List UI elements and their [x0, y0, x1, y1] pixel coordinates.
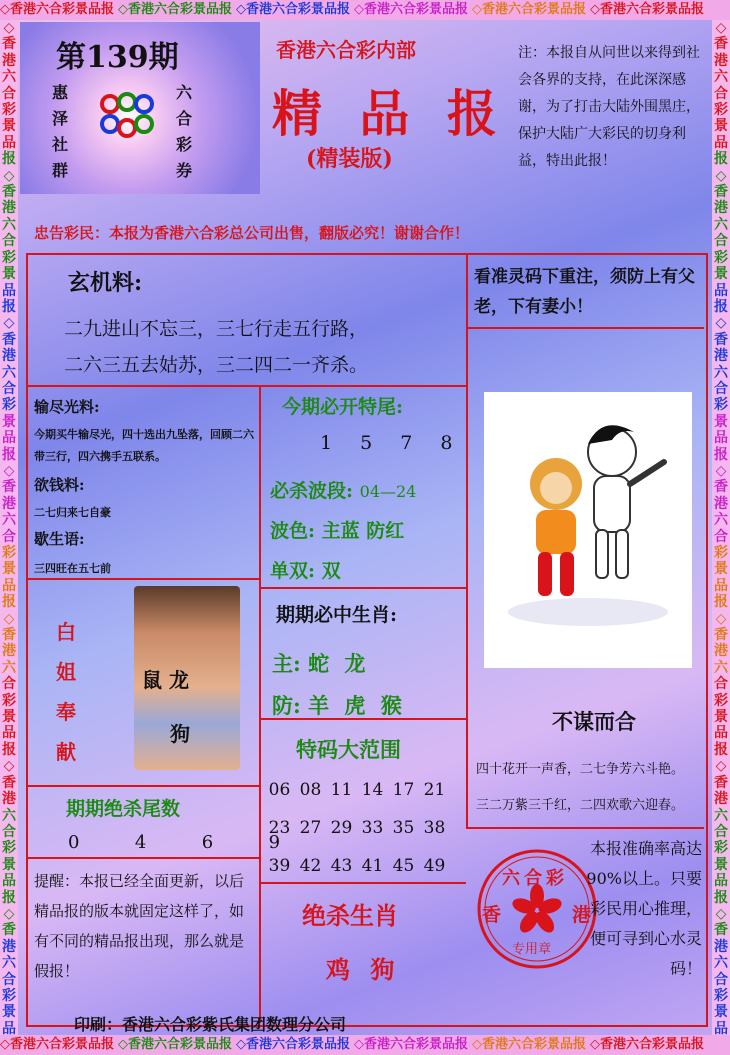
bauhinia-icon — [510, 884, 563, 936]
zodiac-main-value: 蛇 龙 — [308, 651, 370, 676]
kill-tail-title: 期期绝杀尾数 — [66, 798, 181, 820]
header-subtitle: 香港六合彩内部 — [276, 38, 416, 62]
border-phrase: ◇香港六合彩景品报 — [0, 2, 114, 17]
border-char: 景 — [714, 709, 728, 726]
border-char: 香 — [2, 774, 16, 791]
border-char: 合 — [2, 85, 16, 102]
border-char: 港 — [714, 200, 728, 217]
border-char: 香 — [2, 922, 16, 939]
border-phrase: ◇香港六合彩景品报 — [472, 1037, 586, 1052]
border-char: 港 — [714, 791, 728, 808]
range-number: 17 — [392, 780, 415, 800]
border-char: 彩 — [2, 102, 16, 119]
border-char: 合 — [714, 528, 728, 545]
border-char: 品 — [2, 430, 16, 447]
tail-title: 今期必开特尾: — [282, 396, 404, 418]
border-char: 彩 — [714, 102, 728, 119]
border-char: 合 — [714, 85, 728, 102]
border-char: ◇ — [3, 462, 15, 479]
border-char: 景 — [714, 413, 728, 430]
poem-line1: 四十花开一声香，二七争芳六斗艳。 — [476, 762, 685, 777]
border-char: 品 — [2, 725, 16, 742]
range-number: 45 — [392, 856, 415, 876]
border-char: 景 — [2, 118, 16, 135]
border-char: 合 — [714, 971, 728, 988]
header-title: 精 品 报 — [272, 84, 507, 143]
border-char: 报 — [2, 889, 16, 906]
border-char: 彩 — [2, 987, 16, 1004]
color-value: 主蓝 防红 — [321, 520, 405, 542]
border-char: 报 — [2, 446, 16, 463]
border-char: 品 — [714, 725, 728, 742]
border-char: 彩 — [2, 397, 16, 414]
header-left-char: 社 — [52, 135, 69, 154]
poem-title: 不谋而合 — [552, 709, 636, 734]
photo-overlay-top: 鼠 龙 — [142, 668, 189, 692]
border-char: 景 — [714, 561, 728, 578]
shuqin-title: 输尽光料: — [34, 398, 100, 416]
range-number: 08 — [299, 780, 322, 800]
border-char: 香 — [2, 479, 16, 496]
border-char: ◇ — [715, 462, 727, 479]
zodiac-guard-line — [272, 690, 406, 720]
border-char: ◇ — [3, 758, 15, 775]
right-border-column — [712, 20, 730, 1035]
divider — [28, 857, 259, 859]
border-char: 港 — [2, 200, 16, 217]
border-char: 景 — [2, 856, 16, 873]
border-char: 品 — [714, 873, 728, 890]
border-char: 合 — [714, 676, 728, 693]
border-char: ◇ — [3, 610, 15, 627]
border-char: 港 — [714, 52, 728, 69]
divider — [466, 827, 704, 829]
range-row — [264, 818, 450, 838]
border-char: 景 — [714, 266, 728, 283]
border-char: 报 — [2, 151, 16, 168]
border-char: 彩 — [2, 692, 16, 709]
xiesheng-text: 三四旺在五七前 — [34, 562, 111, 575]
border-char: 六 — [714, 807, 728, 824]
border-char: 品 — [2, 134, 16, 151]
divider — [28, 578, 259, 580]
range-number: 29 — [330, 818, 353, 838]
header-notice: 注：本报自从问世以来得到社会各界的支持，在此深深感谢，为了打击大陆外围黑庄，保护大陆广大彩民的切身利益，特出此报！ — [518, 45, 700, 169]
border-char: 景 — [2, 561, 16, 578]
cartoon-image — [484, 392, 692, 668]
border-char: 景 — [2, 413, 16, 430]
range-number: 42 — [299, 856, 322, 876]
range-number: 49 — [423, 856, 446, 876]
border-char: ◇ — [715, 20, 727, 36]
range-number: 27 — [299, 818, 322, 838]
border-phrase: ◇香港六合彩景品报 — [118, 1037, 232, 1052]
range-row — [264, 780, 450, 800]
range-number: 43 — [330, 856, 353, 876]
border-char: 报 — [2, 298, 16, 315]
border-char: 合 — [2, 971, 16, 988]
border-char: 景 — [2, 266, 16, 283]
cartoon-monkey-icon — [484, 392, 692, 668]
border-char: 六 — [714, 512, 728, 529]
border-char: 港 — [2, 495, 16, 512]
warning-line — [34, 222, 469, 243]
border-char: 六 — [2, 807, 16, 824]
border-char: 合 — [2, 528, 16, 545]
border-char: 香 — [714, 479, 728, 496]
divider — [259, 385, 261, 1023]
left-border-column — [0, 20, 18, 1035]
oddeven-value: 双 — [321, 560, 341, 582]
photo-overlay-bottom: 狗 — [170, 722, 190, 746]
tail-numbers: 1 5 7 8 — [320, 432, 459, 454]
border-char: 香 — [714, 36, 728, 53]
border-char: 港 — [714, 495, 728, 512]
border-char: 香 — [714, 627, 728, 644]
border-char: ◇ — [715, 610, 727, 627]
border-char: 香 — [2, 331, 16, 348]
photo-vertical-char: 献 — [56, 740, 76, 764]
lottery-logo-icon — [96, 92, 158, 144]
border-char: 六 — [714, 216, 728, 233]
border-phrase: ◇香港六合彩景品报 — [236, 1037, 350, 1052]
divider — [259, 882, 466, 884]
border-char: 景 — [2, 1004, 16, 1021]
range-number: 06 — [268, 780, 291, 800]
stamp-right-text: 港 — [572, 904, 592, 926]
border-char: 香 — [714, 922, 728, 939]
kill-zodiac-value: 鸡 狗 — [326, 955, 401, 984]
divider — [28, 385, 466, 387]
wave-label: 必杀波段: — [270, 480, 354, 502]
range-number: 39 — [268, 856, 291, 876]
range-number: 21 — [423, 780, 446, 800]
border-char: ◇ — [3, 20, 15, 36]
header-right-chars — [176, 80, 196, 184]
border-char: 合 — [2, 380, 16, 397]
border-char: 彩 — [714, 987, 728, 1004]
border-phrase: ◇香港六合彩景品报 — [354, 1037, 468, 1052]
border-phrase: ◇香港六合彩景品报 — [472, 2, 586, 17]
warning-text: 忠告彩民：本报为香港六合彩总公司出售，翻版必究！谢谢合作！ — [34, 224, 470, 242]
border-phrase: ◇香港六合彩景品报 — [590, 2, 704, 17]
range-number: 38 — [423, 818, 446, 838]
border-char: 香 — [2, 627, 16, 644]
border-char: 六 — [714, 364, 728, 381]
border-char: 报 — [714, 741, 728, 758]
border-char: 品 — [2, 1020, 16, 1035]
border-char: 六 — [2, 512, 16, 529]
border-char: 报 — [714, 594, 728, 611]
range-row — [264, 856, 450, 876]
border-char: 彩 — [714, 840, 728, 857]
top-border-band — [0, 0, 730, 20]
range-number: 41 — [361, 856, 384, 876]
border-phrase: ◇香港六合彩景品报 — [354, 2, 468, 17]
border-char: ◇ — [715, 315, 727, 332]
border-char: 香 — [2, 184, 16, 201]
xuanji-line1: 二九进山不忘三，三七行走五行路， — [64, 318, 369, 340]
border-char: 港 — [2, 52, 16, 69]
zodiac-main-line — [272, 648, 369, 678]
wave-value: 04—24 — [359, 482, 417, 501]
yuqian-text: 二七归来七自豪 — [34, 506, 111, 519]
border-char: 六 — [2, 659, 16, 676]
zodiac-title: 期期必中生肖: — [276, 604, 398, 626]
border-char: 品 — [2, 873, 16, 890]
border-char: 品 — [714, 1020, 728, 1035]
border-char: 港 — [714, 348, 728, 365]
border-char: 六 — [2, 364, 16, 381]
border-char: 六 — [2, 216, 16, 233]
range-number: 11 — [330, 780, 353, 800]
border-char: 六 — [2, 955, 16, 972]
border-char: 合 — [714, 380, 728, 397]
border-phrase: ◇香港六合彩景品报 — [0, 1037, 114, 1052]
border-char: ◇ — [715, 167, 727, 184]
reminder-text: 提醒：本报已经全面更新，以后精品报的版本就固定这样了，如有不同的精品报出现，那么就是假报！ — [34, 872, 245, 980]
poem-line2: 三二万紫三千红，二四欢歌六迎春。 — [476, 798, 685, 813]
border-char: 六 — [714, 69, 728, 86]
border-char: 香 — [714, 331, 728, 348]
wave-line — [270, 476, 416, 503]
border-phrase: ◇香港六合彩景品报 — [590, 1037, 704, 1052]
border-char: 港 — [714, 643, 728, 660]
stamp-bottom-text: 专用章 — [512, 942, 552, 957]
border-char: 彩 — [714, 397, 728, 414]
divider — [28, 785, 259, 787]
photo-vertical-char: 姐 — [56, 660, 76, 684]
range-number: 33 — [361, 818, 384, 838]
color-label: 波色: — [270, 520, 316, 542]
border-char: 六 — [714, 659, 728, 676]
border-char: 彩 — [714, 545, 728, 561]
border-char: 香 — [2, 36, 16, 53]
border-char: 品 — [714, 282, 728, 299]
border-char: 品 — [714, 134, 728, 151]
divider — [259, 587, 466, 589]
border-char: 六 — [714, 955, 728, 972]
range-title: 特码大范围 — [296, 737, 401, 762]
border-char: ◇ — [715, 758, 727, 775]
border-phrase: ◇香港六合彩景品报 — [236, 2, 350, 17]
range-number: 35 — [392, 818, 415, 838]
shuqin-text: 今期买牛输尽光，四十选出九坠落，回顾二六带三行，四六携手五联系。 — [34, 428, 254, 463]
header-left-char: 群 — [52, 161, 69, 180]
kill-tail-numbers: 0 4 6 9 — [68, 832, 281, 853]
xuanji-line2: 二六三五去姑苏，三二四二一齐杀。 — [64, 354, 369, 376]
header-left-char: 惠 — [52, 83, 69, 102]
zodiac-guard-value: 羊 虎 猴 — [308, 693, 406, 718]
border-char: 香 — [714, 774, 728, 791]
border-char: 港 — [2, 791, 16, 808]
kill-zodiac-title: 绝杀生肖 — [302, 901, 398, 930]
border-char: 报 — [2, 594, 16, 611]
stamp-left-text: 香 — [482, 904, 502, 926]
border-char: 六 — [2, 69, 16, 86]
border-char: 彩 — [2, 249, 16, 266]
border-char: 报 — [714, 446, 728, 463]
border-char: 彩 — [2, 840, 16, 857]
border-char: 合 — [2, 823, 16, 840]
photo-vertical-char: 白 — [56, 620, 76, 644]
border-char: 彩 — [2, 545, 16, 561]
divider — [466, 255, 468, 827]
border-char: 报 — [714, 889, 728, 906]
border-char: 报 — [2, 741, 16, 758]
border-char: 品 — [714, 430, 728, 447]
border-char: 品 — [2, 282, 16, 299]
range-number: 14 — [361, 780, 384, 800]
border-char: 报 — [714, 151, 728, 168]
xuanji-title: 玄机料: — [68, 270, 143, 296]
zodiac-main-label: 主: — [272, 651, 301, 676]
bottom-border-band — [0, 1035, 730, 1055]
border-char: 港 — [2, 348, 16, 365]
border-char: 合 — [2, 676, 16, 693]
issue-number: 第139期 — [56, 40, 179, 75]
photo-vertical-text — [56, 612, 80, 772]
divider — [466, 327, 704, 329]
border-char: ◇ — [715, 905, 727, 922]
border-char: ◇ — [3, 315, 15, 332]
border-char: 港 — [2, 643, 16, 660]
border-char: 香 — [714, 184, 728, 201]
border-char: 景 — [714, 1004, 728, 1021]
border-char: 合 — [714, 233, 728, 250]
border-char: 景 — [714, 118, 728, 135]
border-char: 合 — [714, 823, 728, 840]
header-right-char: 券 — [176, 161, 193, 180]
header-right-char: 六 — [176, 83, 193, 102]
header-right-char: 合 — [176, 109, 193, 128]
border-char: ◇ — [3, 905, 15, 922]
border-char: 品 — [2, 577, 16, 594]
range-number: 23 — [268, 818, 291, 838]
border-char: 彩 — [714, 249, 728, 266]
footer-text: 印刷：香港六合彩紫氏集团数理分公司 — [74, 1015, 347, 1034]
header-right-char: 彩 — [176, 135, 193, 154]
stamp-top-text: 六合彩 — [502, 868, 568, 889]
border-char: 报 — [714, 298, 728, 315]
border-char: 彩 — [714, 692, 728, 709]
advice-text: 看准灵码下重注，须防上有父老，下有妻小！ — [474, 267, 695, 317]
color-line — [270, 516, 404, 543]
border-char: ◇ — [3, 167, 15, 184]
photo-vertical-char: 奉 — [56, 700, 76, 724]
border-phrase: ◇香港六合彩景品报 — [118, 2, 232, 17]
border-char: 景 — [714, 856, 728, 873]
border-char: 合 — [2, 233, 16, 250]
oddeven-label: 单双: — [270, 560, 316, 582]
zodiac-guard-label: 防: — [272, 693, 301, 718]
border-char: 港 — [714, 938, 728, 955]
oddeven-line — [270, 556, 341, 583]
border-char: 品 — [714, 577, 728, 594]
border-char: 景 — [2, 709, 16, 726]
header-left-char: 泽 — [52, 109, 69, 128]
header-edition: (精装版) — [306, 146, 393, 172]
accuracy-text: 本报准确率高达90%以上。只要彩民用心推理，便可寻到心水灵码！ — [586, 839, 702, 978]
border-char: 港 — [2, 938, 16, 955]
yuqian-title: 欲钱料: — [34, 476, 85, 494]
header-left-chars — [52, 80, 72, 184]
xiesheng-title: 歇生语: — [34, 530, 85, 548]
